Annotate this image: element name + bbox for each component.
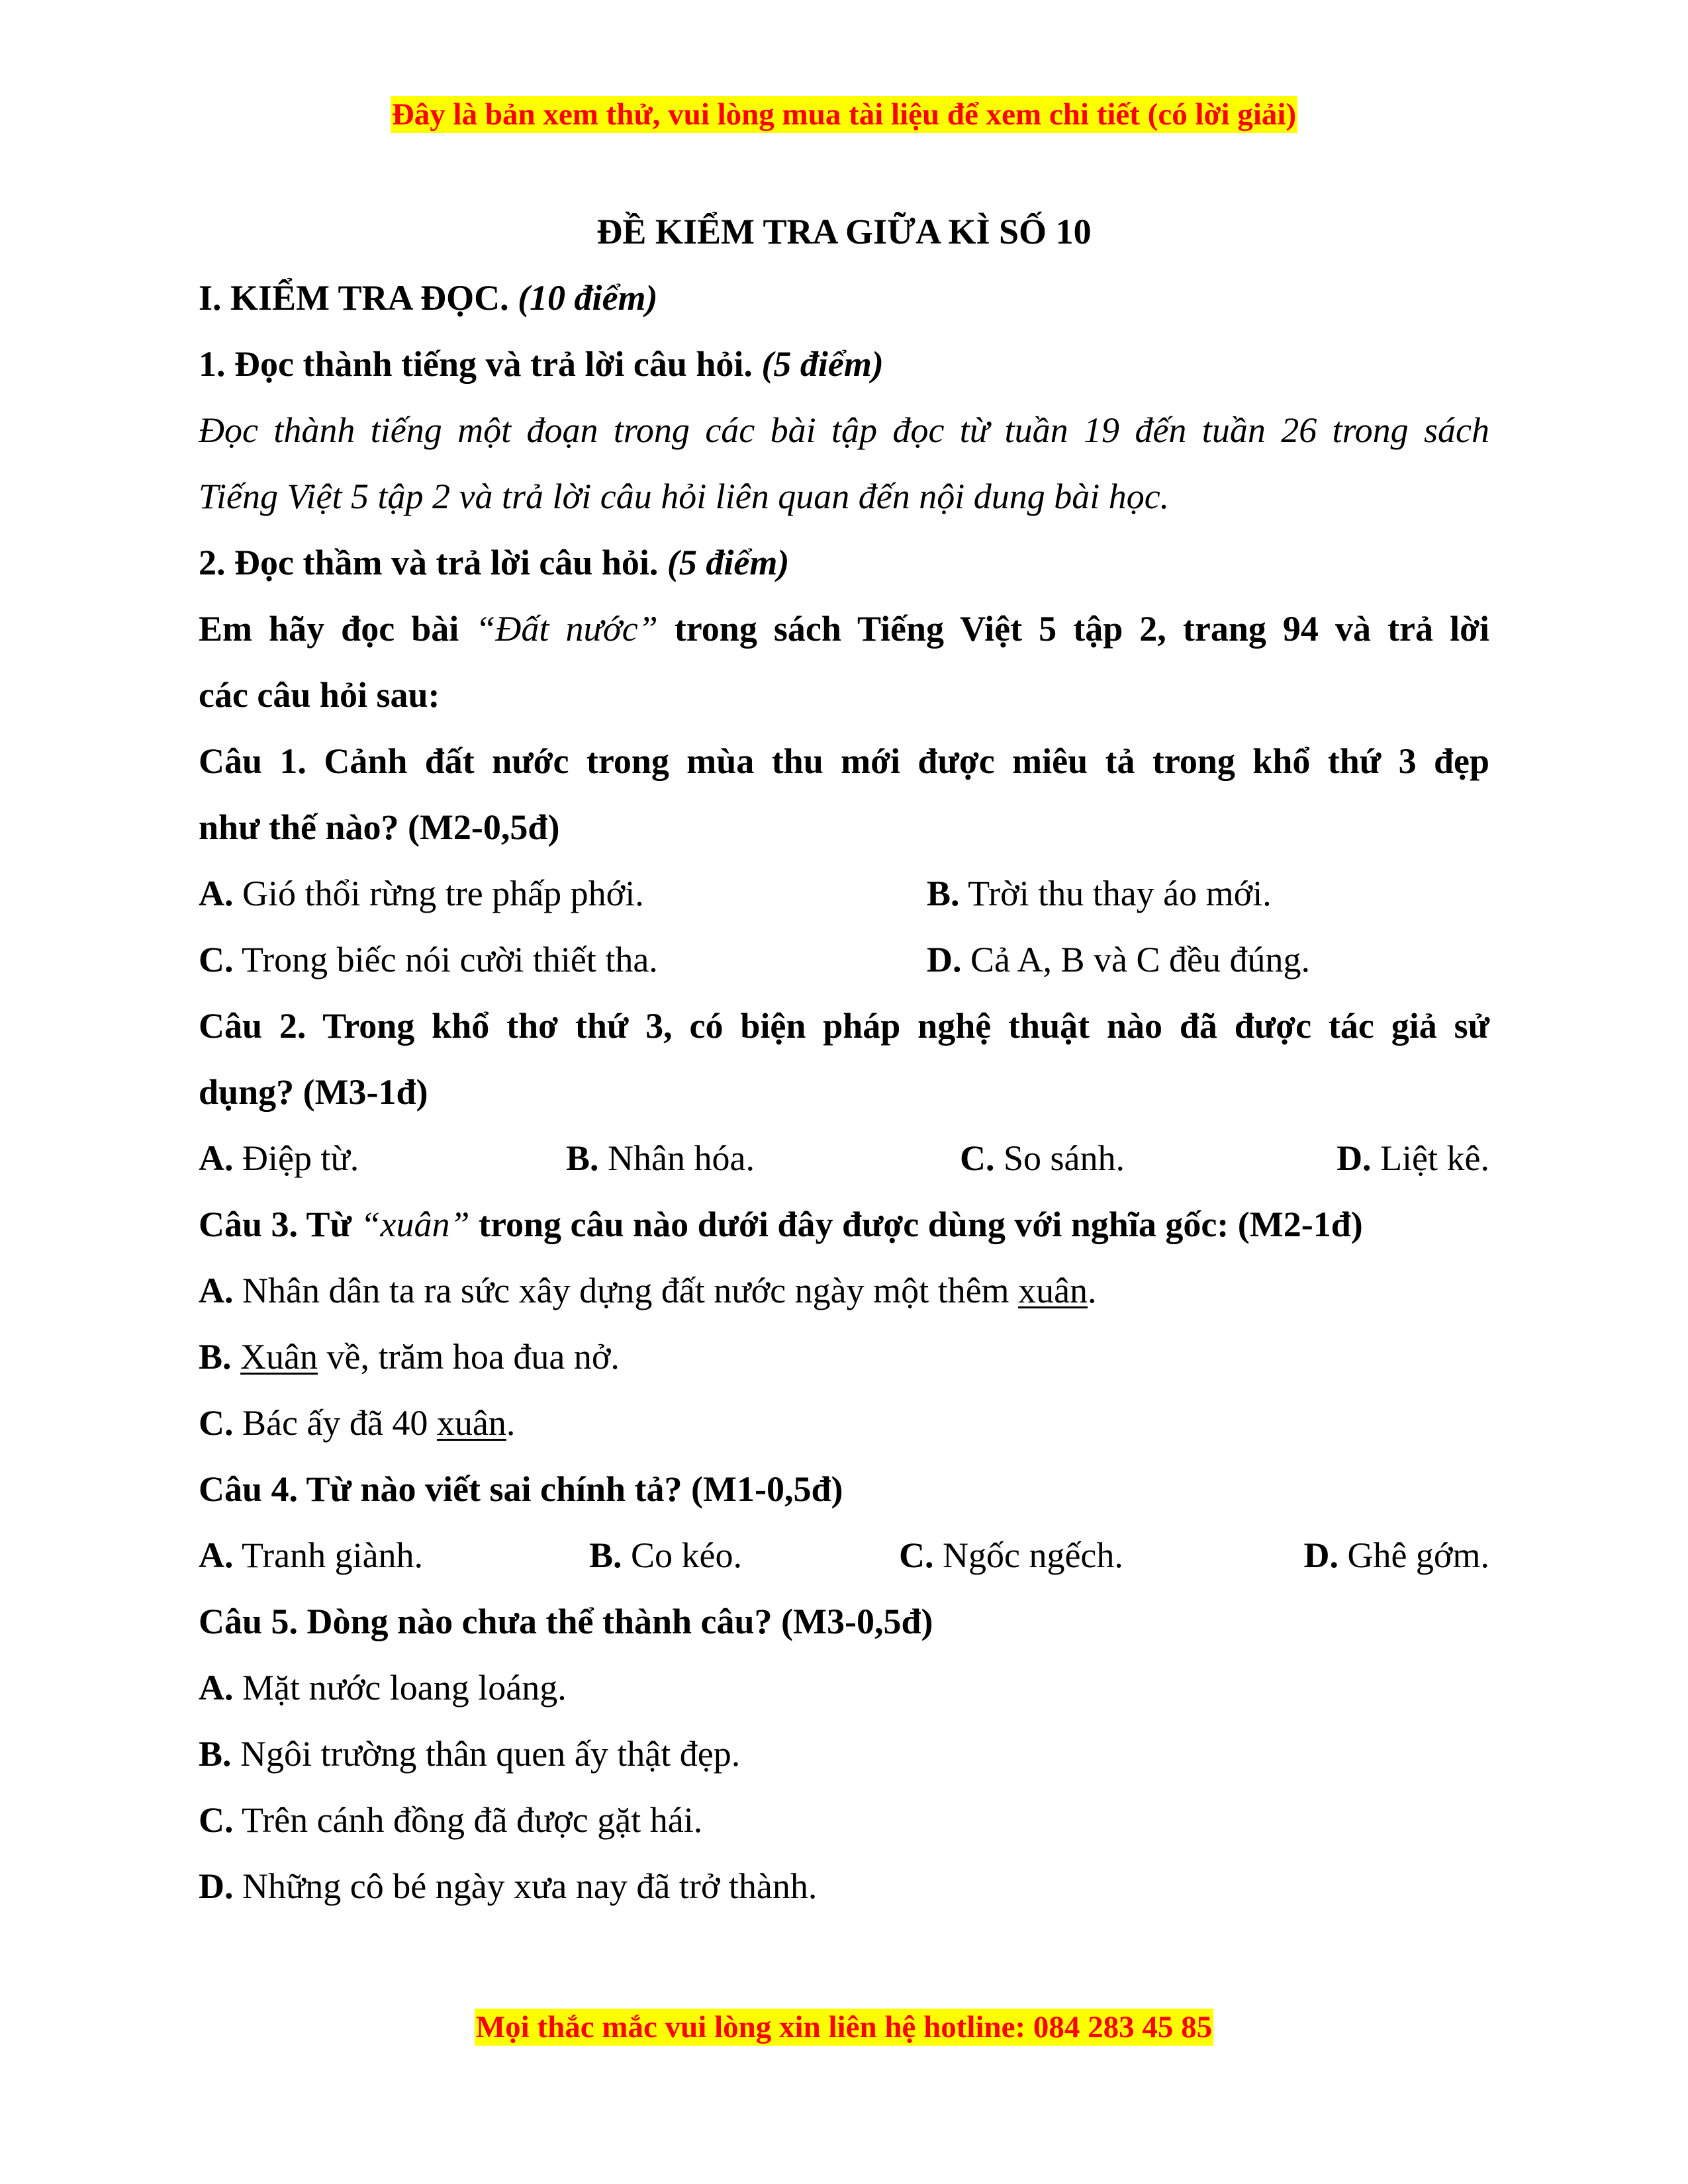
- part2-intro-line1: [199, 596, 1489, 662]
- preview-notice-banner: [0, 97, 1688, 132]
- q1-prompt-line1: Câu 1. Cảnh đất nước trong mùa thu mới được miêu tả trong khổ thứ 3 đẹp: [199, 741, 1489, 781]
- q3-prompt: Câu 3. Từ “xuân” trong câu nào dưới đây được dùng với nghĩa gốc: (M2-1đ): [199, 1205, 1363, 1244]
- q1-options-row1: [199, 860, 1489, 927]
- q2-prompt-line1: Câu 2. Trong khổ thơ thứ 3, có biện pháp nghệ thuật nào đã được tác giả sử: [199, 1006, 1489, 1046]
- q1-option-a: A. Gió thổi rừng tre phấp phới.: [199, 874, 644, 913]
- part1-instruction-line2: Tiếng Việt 5 tập 2 và trả lời câu hỏi liên quan đến nội dung bài học.: [199, 477, 1170, 516]
- part1-label: 1. Đọc thành tiếng và trả lời câu hỏi.: [199, 344, 753, 384]
- q3-option-a-underlined-word: xuân: [1018, 1271, 1088, 1310]
- part2-intro-pre: Em hãy đọc bài: [199, 609, 459, 649]
- q2-option-a: A. Điệp từ.: [199, 1138, 359, 1178]
- hotline-text: Mọi thắc mắc vui lòng xin liên hệ hotline: 084 283 45 85: [475, 2010, 1213, 2044]
- q3-option-b-underlined-word: Xuân: [240, 1337, 318, 1377]
- q3-keyword: “xuân”: [360, 1205, 470, 1244]
- exam-title: ĐỀ KIỂM TRA GIỮA KÌ SỐ 10: [596, 212, 1092, 251]
- q1-option-c: C. Trong biếc nói cười thiết tha.: [199, 940, 658, 979]
- q2-option-b: B. Nhân hóa.: [566, 1138, 755, 1178]
- q3-option-c-underlined-word: xuân: [436, 1403, 506, 1443]
- part1-heading: [199, 331, 1489, 397]
- section-reading-label: I. KIỂM TRA ĐỌC.: [199, 278, 509, 318]
- q1-option-b: B. Trời thu thay áo mới.: [927, 874, 1272, 913]
- section-reading-points: (10 điểm): [518, 278, 658, 318]
- part2-heading: [199, 529, 1489, 596]
- q5-prompt: Câu 5. Dòng nào chưa thể thành câu? (M3-0,5đ): [199, 1602, 933, 1641]
- q5-option-b: B. Ngôi trường thân quen ấy thật đẹp.: [199, 1734, 741, 1774]
- q2-prompt-line2: dụng? (M3-1đ): [199, 1072, 428, 1112]
- part2-intro-title: “Đất nước”: [475, 609, 658, 649]
- q4-option-d: D. Ghê gớm.: [1303, 1535, 1489, 1575]
- q1-prompt-line2: như thế nào? (M2-0,5đ): [199, 807, 560, 847]
- q5-option-a: A. Mặt nước loang loáng.: [199, 1668, 567, 1707]
- q5-option-d: D. Những cô bé ngày xưa nay đã trở thành.: [199, 1866, 818, 1906]
- q4-prompt: Câu 4. Từ nào viết sai chính tả? (M1-0,5đ): [199, 1469, 843, 1509]
- section-reading-heading: [199, 265, 1489, 331]
- q2-option-d: D. Liệt kê.: [1336, 1138, 1489, 1178]
- part2-points: (5 điểm): [667, 543, 790, 582]
- q2-options-row: [199, 1125, 1489, 1191]
- part2-intro-post: trong sách Tiếng Việt 5 tập 2, trang 94 và trả lời: [674, 609, 1489, 649]
- q3-option-c: C. Bác ấy đã 40 xuân.: [199, 1403, 516, 1443]
- q3-option-b: B. Xuân về, trăm hoa đua nở.: [199, 1337, 620, 1377]
- q4-option-c: C. Ngốc ngếch.: [899, 1535, 1123, 1575]
- preview-notice-text: Đây là bản xem thử, vui lòng mua tài liệu để xem chi tiết (có lời giải): [391, 97, 1297, 132]
- q3-option-a: A. Nhân dân ta ra sức xây dựng đất nước ngày một thêm xuân.: [199, 1271, 1097, 1310]
- part2-label: 2. Đọc thầm và trả lời câu hỏi.: [199, 543, 659, 582]
- part1-points: (5 điểm): [761, 344, 884, 384]
- q4-option-b: B. Co kéo.: [589, 1535, 743, 1575]
- q4-options-row: [199, 1522, 1489, 1588]
- q4-option-a: A. Tranh giành.: [199, 1535, 424, 1575]
- q1-options-row2: [199, 927, 1489, 993]
- hotline-banner: [0, 2009, 1688, 2045]
- q1-option-d: D. Cả A, B và C đều đúng.: [927, 940, 1310, 979]
- q5-option-c: C. Trên cánh đồng đã được gặt hái.: [199, 1800, 703, 1840]
- part2-intro-line2: các câu hỏi sau:: [199, 675, 440, 715]
- part1-instruction-line1: Đọc thành tiếng một đoạn trong các bài tập đọc từ tuần 19 đến tuần 26 trong sách: [199, 410, 1489, 450]
- q2-option-c: C. So sánh.: [960, 1138, 1125, 1178]
- exam-content: [199, 199, 1489, 1919]
